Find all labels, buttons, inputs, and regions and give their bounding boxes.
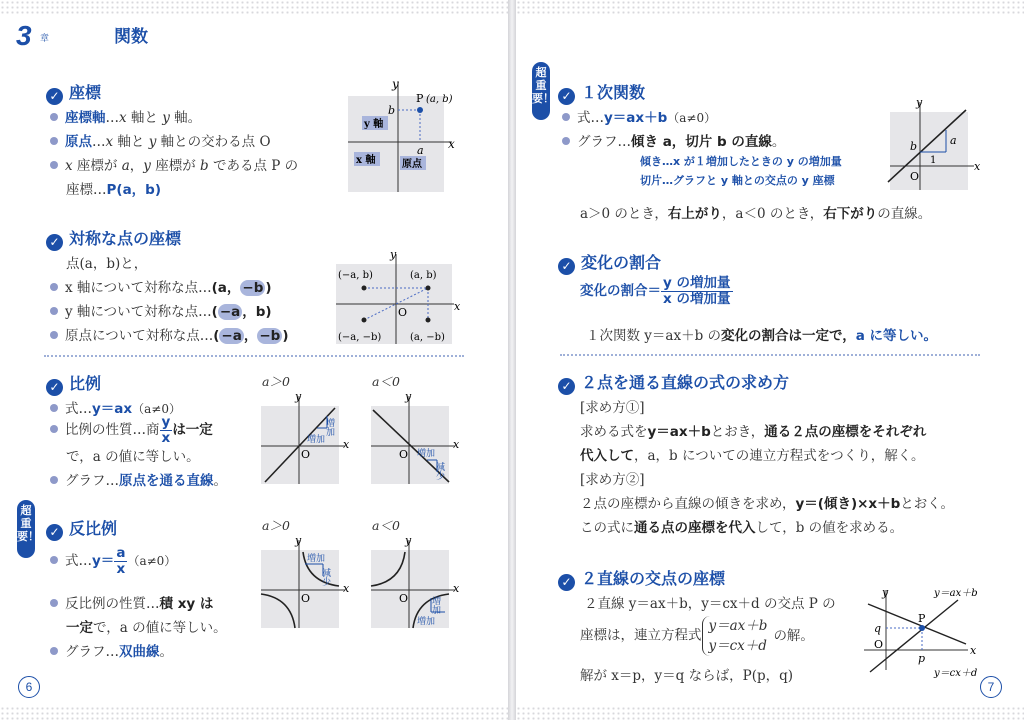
fig-a: a bbox=[417, 144, 424, 157]
t: x 軸について対称な点… bbox=[65, 280, 212, 296]
check-icon: ✓ bbox=[46, 379, 63, 396]
inv-line-1 bbox=[50, 546, 176, 577]
prop-line-4 bbox=[50, 469, 227, 489]
right-page bbox=[516, 0, 1024, 720]
bullet-icon bbox=[50, 161, 58, 169]
super-important-badge: 超重要！ bbox=[17, 500, 35, 558]
top-dot-band bbox=[516, 0, 1024, 14]
fraction bbox=[160, 415, 173, 446]
t: （a≠0） bbox=[132, 402, 181, 416]
t: x bbox=[65, 158, 73, 174]
fig-y: y bbox=[295, 390, 302, 403]
t: 座標が bbox=[72, 158, 122, 174]
t: 軸と bbox=[113, 134, 149, 150]
fig-increase-x: 増加 bbox=[307, 435, 326, 445]
fig-P: P bbox=[918, 612, 926, 625]
fig-O: O bbox=[399, 592, 409, 605]
bottom-dot-band bbox=[516, 706, 1024, 720]
coord-line-1 bbox=[50, 106, 201, 126]
t: 傾き a，切片 b の直線 bbox=[631, 134, 772, 150]
method-1-line-1 bbox=[580, 420, 926, 440]
t: とおく。 bbox=[900, 496, 955, 512]
fig-O: O bbox=[874, 638, 884, 651]
bullet-icon bbox=[562, 137, 570, 145]
t: ( bbox=[211, 304, 218, 320]
section-divider bbox=[560, 354, 980, 356]
fig-yaxis-label: y 軸 bbox=[364, 119, 384, 130]
page-number-left: 6 bbox=[18, 676, 40, 698]
fig-eq2: y＝cx＋d bbox=[934, 668, 978, 679]
fig-b: b bbox=[388, 104, 396, 117]
t: 。 bbox=[771, 134, 786, 150]
kw: y＝ax bbox=[92, 401, 133, 417]
den: x bbox=[116, 561, 126, 577]
t: グラフ… bbox=[65, 473, 119, 489]
point-p bbox=[919, 625, 925, 631]
rate-formula bbox=[580, 276, 733, 307]
point bbox=[426, 318, 431, 323]
point bbox=[362, 318, 367, 323]
fig-eq1: y＝ax＋b bbox=[934, 588, 978, 599]
fig-p4: (a, −b) bbox=[410, 332, 445, 343]
t: ) bbox=[265, 280, 272, 296]
figure-bg bbox=[348, 96, 444, 192]
t: して，b の値を求める。 bbox=[755, 520, 904, 536]
eq: y＝ax＋b bbox=[708, 618, 768, 634]
inverse-graph-positive bbox=[255, 534, 355, 634]
heading-symmetric bbox=[46, 226, 181, 251]
t: b bbox=[200, 158, 209, 174]
fig-x: x bbox=[454, 300, 461, 313]
equation-system bbox=[702, 616, 768, 656]
bullet-icon bbox=[50, 113, 58, 121]
eq: y＝cx＋d bbox=[708, 638, 767, 654]
proportion-graph-negative bbox=[365, 390, 465, 490]
figure-bg bbox=[371, 550, 449, 628]
inv-line-4 bbox=[50, 640, 173, 660]
t: 求める式を bbox=[580, 424, 648, 440]
method-2-line-2 bbox=[580, 516, 903, 536]
bullet-icon bbox=[50, 283, 58, 291]
bullet-icon bbox=[562, 113, 570, 121]
t: 座標は，連立方程式 bbox=[580, 627, 702, 644]
bullet-icon bbox=[50, 404, 58, 412]
t: ，a，b についての連立方程式をつくり，解く。 bbox=[634, 448, 925, 464]
heading-intersection bbox=[558, 566, 725, 591]
t: １次関数 y＝ax＋b の bbox=[586, 328, 722, 344]
fig-x: x bbox=[343, 582, 350, 595]
t: ，a＜0 のとき， bbox=[721, 206, 824, 222]
graph-label-positive: a＞0 bbox=[262, 518, 290, 533]
t: … bbox=[92, 134, 106, 150]
fig-y: y bbox=[405, 390, 412, 403]
page-number-right: 7 bbox=[980, 676, 1002, 698]
check-icon: ✓ bbox=[46, 524, 63, 541]
left-page bbox=[0, 0, 508, 720]
t: の直線。 bbox=[877, 206, 932, 222]
proportion-graph-positive bbox=[255, 390, 355, 490]
super-important-badge: 超重要！ bbox=[532, 62, 550, 120]
t: 座標が bbox=[150, 158, 201, 174]
t: a＞0 のとき， bbox=[580, 206, 668, 222]
method-2-label: [求め方②] bbox=[580, 472, 645, 488]
method-2-line-1 bbox=[580, 492, 954, 512]
sym-line-2 bbox=[50, 276, 272, 296]
t: 比例の性質…商 bbox=[65, 422, 160, 438]
sym-line-4 bbox=[50, 324, 288, 344]
t: y＝(傾き)×x＋b bbox=[795, 496, 901, 512]
fig-increase-x: 増加 bbox=[417, 617, 436, 627]
lin-note-slope: 傾き…x が１増加したときの y の増加量 bbox=[640, 155, 842, 168]
check-icon: ✓ bbox=[558, 258, 575, 275]
t: グラフ… bbox=[577, 134, 631, 150]
heading-text: 座標 bbox=[69, 83, 102, 102]
t: 。 bbox=[159, 644, 173, 660]
fig-P: P bbox=[416, 92, 424, 105]
fig-Pcoords: (a, b) bbox=[426, 94, 453, 105]
t: x bbox=[105, 134, 114, 150]
sym-line-1: 点(a，b)と， bbox=[66, 256, 148, 272]
t: 積 xy は bbox=[159, 596, 214, 612]
t: x bbox=[119, 110, 127, 126]
bottom-dot-band bbox=[0, 706, 508, 720]
fig-x: x bbox=[970, 644, 977, 657]
fig-x: x bbox=[453, 438, 460, 451]
coord-line-3 bbox=[50, 154, 298, 174]
t: 式… bbox=[65, 401, 92, 417]
inter-line-2 bbox=[580, 616, 814, 656]
fig-increase-x: 増加 bbox=[417, 449, 436, 459]
graph-label-positive: a＞0 bbox=[262, 374, 290, 389]
chapter-kanji: 章 bbox=[40, 33, 50, 43]
heading-text: 対称な点の座標 bbox=[69, 229, 182, 248]
fig-xaxis-label: x 軸 bbox=[356, 155, 376, 166]
inverse-graph-negative bbox=[365, 534, 465, 634]
kw: 原点 bbox=[65, 134, 92, 150]
t: 式… bbox=[577, 110, 604, 126]
t: … bbox=[105, 110, 119, 126]
kw: 双曲線 bbox=[119, 644, 160, 660]
fig-y: y bbox=[390, 248, 397, 261]
fig-a: a bbox=[950, 134, 957, 147]
t: （a≠0） bbox=[667, 111, 717, 125]
heading-text: 変化の割合 bbox=[581, 253, 662, 272]
fig-p: p bbox=[918, 652, 926, 665]
bullet-icon bbox=[50, 307, 58, 315]
check-icon: ✓ bbox=[558, 88, 575, 105]
kw: 座標軸 bbox=[65, 110, 106, 126]
t: で，a の値に等しい。 bbox=[93, 620, 227, 636]
inter-line-1: ２直線 y＝ax＋b，y＝cx＋d の交点 P の bbox=[584, 596, 836, 612]
t: は一定 bbox=[172, 422, 213, 438]
t: 一定 bbox=[66, 620, 93, 636]
kw: P(a，b) bbox=[106, 182, 162, 198]
intersection-figure bbox=[856, 584, 986, 684]
den: x の増加量 bbox=[663, 291, 731, 307]
method-1-label: [求め方①] bbox=[580, 400, 645, 416]
figure-bg bbox=[890, 112, 968, 190]
t: 式… bbox=[65, 553, 92, 569]
fig-x: x bbox=[343, 438, 350, 451]
t: 軸と bbox=[126, 110, 163, 126]
fig-O: O bbox=[399, 448, 409, 461]
book-gutter bbox=[508, 0, 516, 720]
symmetry-figure bbox=[330, 248, 465, 348]
heading-text: 比例 bbox=[69, 374, 102, 393]
lin-line-3 bbox=[580, 202, 931, 222]
kw: a に等しい。 bbox=[855, 328, 938, 344]
t: −b bbox=[242, 280, 264, 296]
method-1-line-2 bbox=[580, 444, 924, 464]
prop-line-3: で，a の値に等しい。 bbox=[66, 449, 200, 465]
lin-line-1 bbox=[562, 106, 716, 126]
sym-line-3 bbox=[50, 300, 272, 320]
fig-O: O bbox=[910, 170, 920, 183]
inter-line-3: 解が x＝p，y＝q ならば，P(p，q) bbox=[580, 668, 794, 684]
fraction bbox=[114, 546, 127, 577]
fig-q: q bbox=[874, 622, 882, 635]
coord-line-2 bbox=[50, 130, 271, 150]
lin-line-2 bbox=[562, 130, 785, 150]
t: ，b) bbox=[242, 304, 272, 320]
t: 。 bbox=[213, 473, 227, 489]
fig-decrease-y: 減少 bbox=[320, 568, 330, 586]
fig-x: x bbox=[974, 160, 981, 173]
graph-label-negative: a＜0 bbox=[372, 374, 400, 389]
fig-one: 1 bbox=[930, 155, 937, 166]
t: y bbox=[143, 158, 151, 174]
kw: 原点を通る直線 bbox=[119, 473, 214, 489]
fig-p3: (−a, −b) bbox=[338, 332, 382, 343]
bullet-icon bbox=[50, 556, 58, 564]
t: 座標… bbox=[66, 182, 107, 198]
t: ( bbox=[213, 328, 220, 344]
t: ， bbox=[129, 158, 144, 174]
fig-y: y bbox=[405, 534, 412, 547]
point bbox=[362, 286, 367, 291]
heading-text: ２直線の交点の座標 bbox=[581, 569, 726, 588]
t: とおき， bbox=[710, 424, 765, 440]
t: である点 P の bbox=[208, 158, 299, 174]
bullet-icon bbox=[50, 137, 58, 145]
top-dot-band bbox=[0, 0, 508, 14]
t: 通る２点の座標をそれぞれ bbox=[764, 424, 927, 440]
kw: y＝ax＋b bbox=[604, 110, 668, 126]
t: a bbox=[121, 158, 130, 174]
t: ， bbox=[243, 328, 258, 344]
num: a bbox=[116, 545, 126, 561]
fig-b: b bbox=[910, 140, 918, 153]
inv-line-3 bbox=[66, 616, 227, 636]
t: ２点の座標から直線の傾きを求め， bbox=[580, 496, 796, 512]
num: y の増加量 bbox=[663, 275, 731, 291]
bullet-icon bbox=[50, 599, 58, 607]
coord-line-4 bbox=[66, 178, 161, 198]
coordinate-figure bbox=[340, 78, 470, 196]
t: 右下がり bbox=[823, 206, 878, 222]
num: y bbox=[161, 414, 171, 430]
fig-x: x bbox=[448, 137, 455, 151]
t: 右上がり bbox=[667, 206, 722, 222]
t: y 軸について対称な点… bbox=[65, 304, 212, 320]
fig-decrease-y: 減少 bbox=[434, 462, 444, 480]
t: (a， bbox=[211, 280, 241, 296]
t: 反比例の性質… bbox=[65, 596, 160, 612]
t: この式に bbox=[580, 520, 634, 536]
t: 通る点の座標を代入 bbox=[634, 520, 756, 536]
heading-proportion bbox=[46, 371, 101, 396]
rate-line-2 bbox=[586, 324, 937, 344]
heading-text: １次関数 bbox=[581, 83, 646, 102]
fig-y: y bbox=[916, 96, 923, 109]
graph-label-negative: a＜0 bbox=[372, 518, 400, 533]
t: 軸との交わる点 O bbox=[156, 134, 271, 150]
t: −b bbox=[259, 328, 281, 344]
chapter-number: 3 bbox=[16, 20, 32, 51]
den: x bbox=[161, 430, 171, 446]
lin-note-intercept: 切片…グラフと y 軸との交点の y 座標 bbox=[640, 174, 835, 187]
fig-origin-label: 原点 bbox=[402, 159, 422, 170]
t: 軸。 bbox=[169, 110, 202, 126]
figure-bg bbox=[261, 550, 339, 628]
fraction bbox=[661, 276, 733, 307]
prop-line-2 bbox=[50, 415, 213, 446]
point bbox=[426, 286, 431, 291]
fig-increase-y: 増加 bbox=[430, 596, 440, 614]
t: グラフ… bbox=[65, 644, 119, 660]
t: 原点について対称な点… bbox=[65, 328, 214, 344]
heading-two-points bbox=[558, 370, 789, 395]
t: 代入して bbox=[580, 448, 634, 464]
fig-y: y bbox=[295, 534, 302, 547]
heading-coordinates bbox=[46, 80, 101, 105]
linear-figure bbox=[884, 96, 984, 194]
check-icon: ✓ bbox=[46, 88, 63, 105]
t: ) bbox=[282, 328, 289, 344]
fig-O: O bbox=[301, 592, 311, 605]
t: （a≠0） bbox=[127, 554, 177, 568]
heading-linear-function bbox=[558, 80, 645, 105]
kw: 変化の割合＝ bbox=[580, 283, 661, 299]
fig-p1: (−a, b) bbox=[338, 270, 373, 281]
fig-y: y bbox=[882, 586, 889, 599]
heading-text: ２点を通る直線の式の求め方 bbox=[581, 373, 790, 392]
t: −a bbox=[221, 328, 242, 344]
fig-x: x bbox=[453, 582, 460, 595]
point-p bbox=[417, 107, 423, 113]
t: y bbox=[162, 110, 170, 126]
fig-increase-y: 増加 bbox=[324, 418, 334, 436]
t: 変化の割合は一定で， bbox=[721, 328, 856, 344]
heading-text: 反比例 bbox=[69, 519, 118, 538]
heading-inverse-proportion bbox=[46, 516, 117, 541]
check-icon: ✓ bbox=[558, 378, 575, 395]
chapter-title: 関数 bbox=[114, 27, 148, 47]
bullet-icon bbox=[50, 476, 58, 484]
fig-increase-x: 増加 bbox=[307, 554, 326, 564]
t: −a bbox=[219, 304, 241, 320]
kw: y＝ bbox=[92, 553, 115, 569]
t: y＝ax＋b bbox=[647, 424, 711, 440]
fig-O: O bbox=[398, 306, 408, 319]
bullet-icon bbox=[50, 425, 58, 433]
bullet-icon bbox=[50, 647, 58, 655]
t: の解。 bbox=[773, 627, 814, 644]
fig-O: O bbox=[301, 448, 311, 461]
fig-p2: (a, b) bbox=[410, 270, 437, 281]
check-icon: ✓ bbox=[46, 234, 63, 251]
bullet-icon bbox=[50, 331, 58, 339]
heading-rate-of-change bbox=[558, 250, 661, 275]
t: y bbox=[148, 134, 157, 150]
check-icon: ✓ bbox=[558, 574, 575, 591]
inv-line-2 bbox=[50, 592, 213, 612]
fig-y: y bbox=[392, 78, 399, 91]
section-divider bbox=[44, 355, 464, 357]
